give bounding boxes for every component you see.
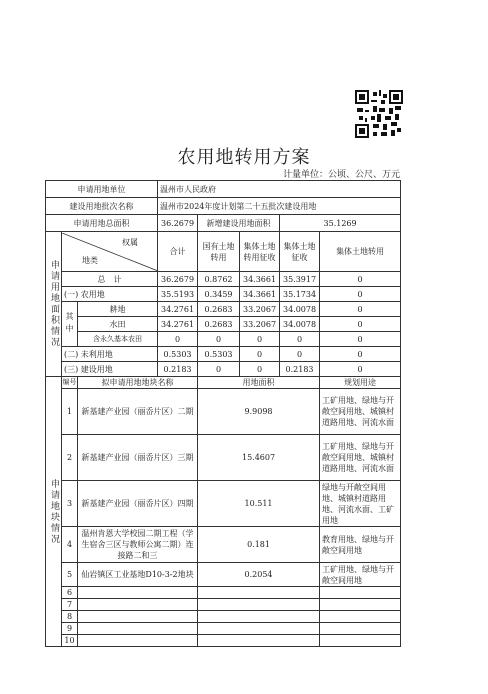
qizhong-label: 其中: [62, 302, 78, 347]
table-row: (三) 建设用地 0.2183 0 0 0.2183 0: [46, 362, 401, 377]
table-row: 其中 耕地 34.2761 0.2683 33.2067 34.0078 0: [46, 302, 401, 317]
area-header-row: [46, 232, 401, 272]
table-row: 水田 34.2761 0.2683 33.2067 34.0078 0: [46, 317, 401, 332]
plot-use-header: 规划用途: [320, 377, 401, 389]
total-area-row: [46, 215, 401, 232]
table-row: 10: [46, 635, 401, 647]
new-area-label: 新增建设用地面积: [198, 215, 280, 232]
table-row: 8: [46, 611, 401, 623]
diagonal-divider: [62, 233, 158, 271]
total-col-header: 合计: [158, 232, 198, 272]
type-header: 地类: [82, 255, 98, 265]
coll-exp-col-header: 集体土地征收: [280, 232, 320, 272]
coll-req-col-header: 集体土地转用征收: [240, 232, 280, 272]
table-row: 9: [46, 623, 401, 635]
table-row: 2 新基建产业园（丽岙片区）三期 15.4607 工矿用地、绿地与开敞空间用地、城镇村道路用地、河流水面: [46, 435, 401, 481]
qr-code-icon: [355, 90, 403, 138]
table-row: 含永久基本农田 0 0 0 0 0: [46, 332, 401, 347]
plot-area-header: 用地面积: [198, 377, 320, 389]
total-area-label: 申请用地总面积: [46, 215, 158, 232]
table-row: 3 新基建产业园（丽岙片区）四期 10.511 绿地与开敞空间用地、城镇村道路用地、河流水面、工矿用地: [46, 481, 401, 527]
total-area-value: 36.2679: [158, 215, 198, 232]
coll-conv-col-header: 集体土地转用: [320, 232, 401, 272]
batch-label: 建设用地批次名称: [46, 198, 158, 215]
plot-name-header: 拟申请用地地块名称: [78, 377, 198, 389]
table-row: 4 温州肯恩大学校园二期工程（学生宿舍三区与教师公寓二期）连接路二和三 0.181 教育用地、绿地与开敞空间用地: [46, 527, 401, 563]
batch-row: [46, 198, 401, 215]
table-row: 总 计 36.2679 0.8762 34.3661 35.3917 0: [46, 272, 401, 287]
batch-value: 温州市2024年度计划第二十五批次建设用地: [158, 198, 401, 215]
applicant-row: [46, 181, 401, 198]
section-area-label: 申请用地面积情况: [46, 232, 62, 377]
owner-header: 权属: [122, 237, 138, 247]
page-title: 农用地转用方案: [177, 147, 311, 168]
plot-no-header: 编号: [62, 377, 78, 389]
unit-label: 计量单位：公顷、公尺、万元: [282, 170, 400, 180]
table-row: (一) 农用地 35.5193 0.3459 34.3661 35.1734 0: [46, 287, 401, 302]
table-row: (二) 未利用地 0.5303 0.5303 0 0 0: [46, 347, 401, 362]
applicant-value: 温州市人民政府: [158, 181, 401, 198]
type-owner-header: [62, 232, 158, 272]
applicant-label: 申请用地单位: [46, 181, 158, 198]
conversion-table: [45, 180, 401, 647]
new-area-value: 35.1269: [280, 215, 401, 232]
table-row: 5 仙岩镇区工业基地D10-3-2地块 0.2054 工矿用地、绿地与开敞空间用地: [46, 563, 401, 587]
state-col-header: 国有土地转用: [198, 232, 240, 272]
section-plot-label: 申请地块情况: [46, 377, 62, 647]
table-row: 6: [46, 587, 401, 599]
table-row: 7: [46, 599, 401, 611]
table-row: 1 新基建产业园（丽岙片区）二期 9.9098 工矿用地、绿地与开敞空间用地、城镇村道路用地、河流水面: [46, 389, 401, 435]
plot-header-row: [46, 377, 401, 389]
